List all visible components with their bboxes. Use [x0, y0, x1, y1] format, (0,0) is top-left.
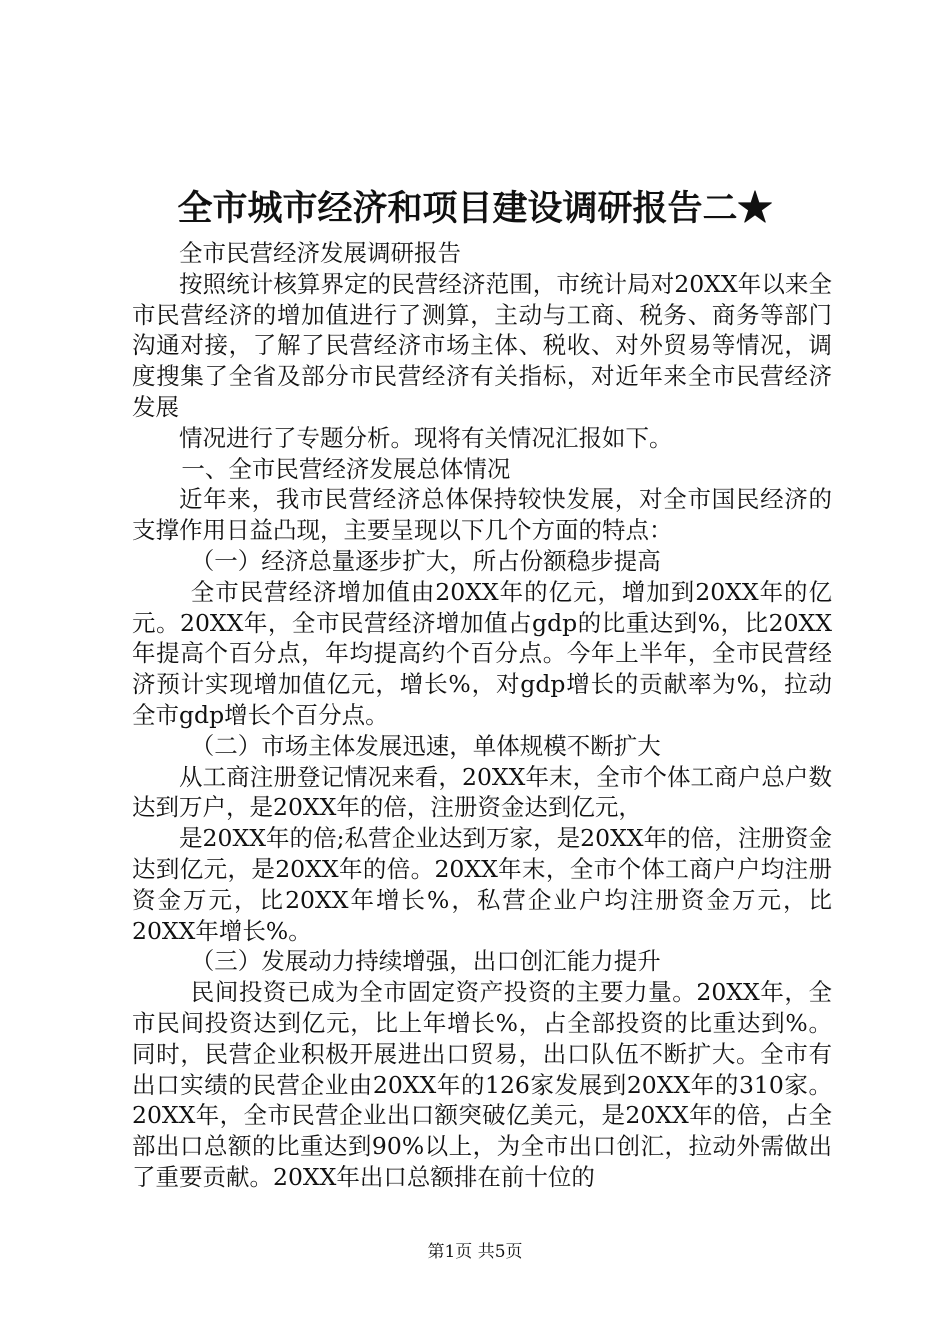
page-title: 全市城市经济和项目建设调研报告二★	[177, 188, 773, 229]
document-body	[132, 238, 832, 1193]
section-heading-1: 一、全市民营经济发展总体情况	[181, 454, 511, 483]
subsection-2-paragraph-continued: 是20XX年的倍;私营企业达到万家，是20XX年的倍，注册资金达到亿元，是20XX年的倍。20XX年末，全市个体工商户户均注册资金万元，比20XX年增长%，私营企业户均注册资金万元，比20XX年增长%。	[132, 824, 832, 945]
subsection-heading-2: （二）市场主体发展迅速，单体规模不断扩大	[190, 731, 661, 760]
section-1-paragraph: 近年来，我市民营经济总体保持较快发展，对全市国民经济的支撑作用日益凸现，主要呈现以下几个方面的特点：	[132, 485, 832, 545]
subsection-heading-1: （一）经济总量逐步扩大，所占份额稳步提高	[190, 546, 661, 575]
report-subtitle: 全市民营经济发展调研报告	[179, 239, 461, 267]
subsection-1-paragraph: 全市民营经济增加值由20XX年的亿元，增加到20XX年的亿元。20XX年，全市民营经济增加值占gdp的比重达到%，比20XX年提高个百分点，年均提高约个百分点。今年上半年，全市民营经济预计实现增加值亿元，增长%，对gdp增长的贡献率为%，拉动全市gdp增长个百分点。	[132, 577, 832, 729]
intro-paragraph: 按照统计核算界定的民营经济范围，市统计局对20XX年以来全市民营经济的增加值进行了测算，主动与工商、税务、商务等部门沟通对接，了解了民营经济市场主体、税收、对外贸易等情况，调度搜集了全省及部分市民营经济有关指标，对近年来全市民营经济发展	[132, 269, 832, 421]
intro-paragraph-continued: 情况进行了专题分析。现将有关情况汇报如下。	[179, 423, 673, 452]
subsection-3-paragraph: 民间投资已成为全市固定资产投资的主要力量。20XX年，全市民间投资达到亿元，比上年增长%，占全部投资的比重达到%。同时，民营企业积极开展进出口贸易，出口队伍不断扩大。全市有出口实绩的民营企业由20XX年的126家发展到20XX年的310家。20XX年，全市民营企业出口额突破亿美元，是20XX年的倍，占全部出口总额的比重达到90%以上，为全市出口创汇，拉动外需做出了重要贡献。20XX年出口总额排在前十位的	[132, 978, 832, 1191]
subsection-2-paragraph: 从工商注册登记情况来看，20XX年末，全市个体工商户总户数达到万户，是20XX年的倍，注册资金达到亿元，	[132, 762, 832, 822]
subsection-heading-3: （三）发展动力持续增强，出口创汇能力提升	[190, 947, 661, 976]
page-footer: 第1页 共5页	[427, 1242, 523, 1262]
